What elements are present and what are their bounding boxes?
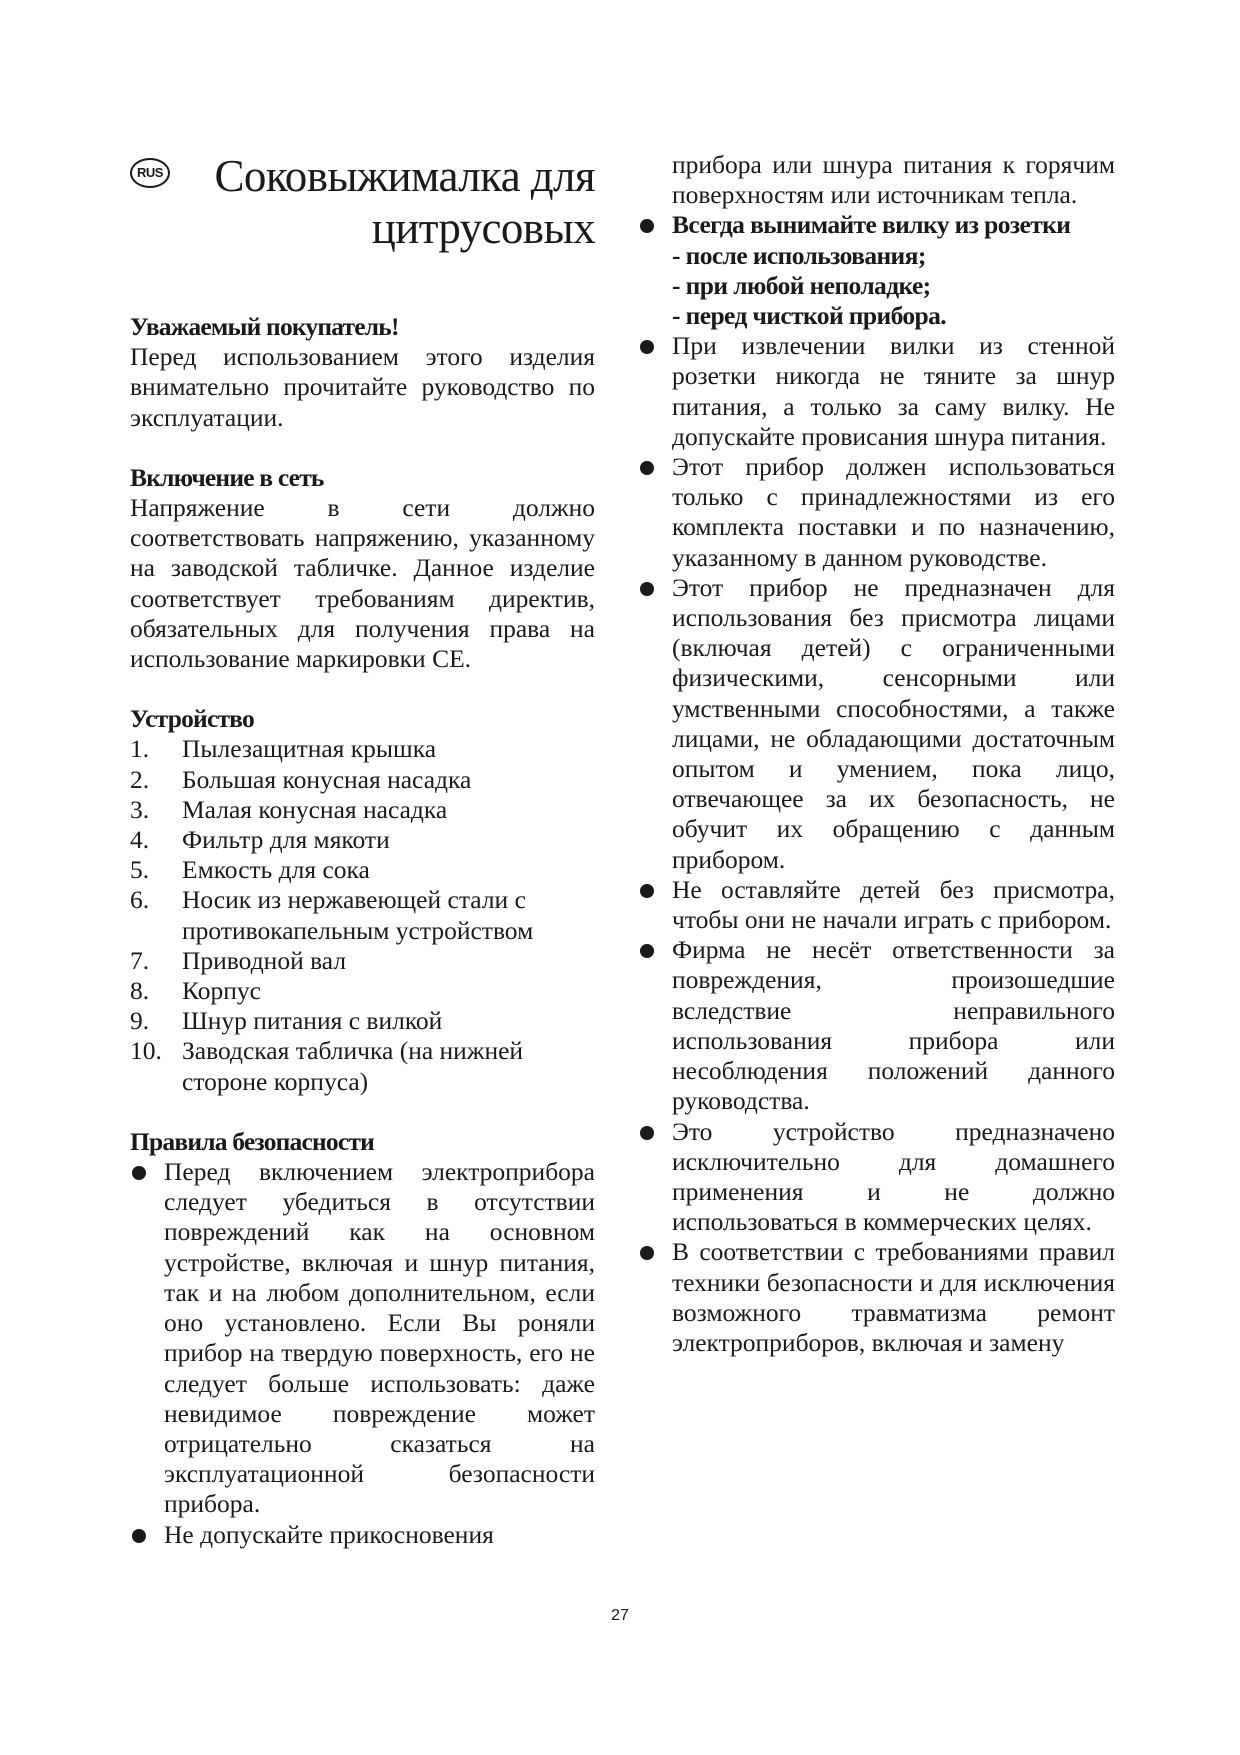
safety-heading: Правила безопасности	[130, 1126, 374, 1156]
parts-list	[130, 734, 595, 1096]
page-number: 27	[611, 1607, 629, 1624]
safety-item: Перед включением электроприбора следует убедиться в отсутствии повреждений как на основном устройстве, включая и шнур питания, так и на любом дополнительном, если оно установлено. Если Вы роняли прибор на твердую поверхность, его не следует больше использовать: даже невидимое повреждение может отрицательно сказаться на эксплуатационной безопасности прибора.	[130, 1157, 595, 1519]
power-heading: Включение в сеть	[130, 462, 324, 492]
bullet-icon	[640, 582, 654, 596]
greeting-heading: Уважаемый покупатель!	[130, 312, 399, 341]
parts-list-item: 9. Шнур питания с вилкой	[130, 1006, 443, 1036]
safety-item: При извлечении вилки из стенной розетки никогда не тяните за шнур питания, а только за саму вилку. Не допускайте провисания шнура питания.	[638, 331, 1115, 452]
safety-item: Этот прибор не предназначен для использования без присмотра лицами (включая детей) с ограниченными физическими, сенсорными или умственными способностями, а также лицами, не обладающими достаточным опытом и умением, пока лицо, отвечающее за их безопасность, не обучит их обращению с данным прибором.	[638, 573, 1115, 875]
safety-list-right	[638, 150, 1115, 1358]
parts-list-item: 2. Большая конусная насадка	[130, 764, 472, 794]
unplug-case: - перед чисткой прибора.	[672, 301, 947, 331]
safety-item: Это устройство предназначено исключительно для домашнего применения и не должно использоваться в коммерческих целях.	[638, 1117, 1115, 1238]
bullet-icon	[640, 461, 654, 475]
bullet-icon	[640, 219, 654, 233]
parts-list-item: 5. Емкость для сока	[130, 855, 370, 885]
bullet-icon	[640, 1126, 654, 1140]
safety-item: Не оставляйте детей без присмотра, чтобы они не начали играть с прибором.	[638, 875, 1115, 935]
parts-list-item: 8. Корпус	[130, 976, 261, 1006]
page-title	[215, 150, 596, 254]
title-line-1: Соковыжималка для	[214, 151, 595, 201]
safety-item-unplug	[638, 210, 1115, 331]
title-block	[130, 150, 595, 270]
bullet-icon	[132, 1529, 146, 1543]
parts-list-item: 7. Приводной вал	[130, 945, 347, 975]
safety-list-left	[130, 1157, 595, 1550]
parts-list-item: 6. Носик из нержавеющей стали с противокапельным устройством	[130, 885, 534, 945]
unplug-case: - при любой неполадке;	[672, 270, 931, 300]
parts-list-item: 10. Заводская табличка (на нижней стороне корпуса)	[130, 1036, 524, 1096]
device-heading: Устройство	[130, 704, 254, 734]
parts-list-item: 1. Пылезащитная крышка	[130, 734, 437, 764]
right-column	[638, 150, 1115, 1358]
safety-item: Фирма не несёт ответственности за повреждения, произошедшие вследствие неправильного использования прибора или несоблюдения положений данного руководства.	[638, 935, 1115, 1116]
parts-list-item: 4. Фильтр для мякоти	[130, 825, 390, 855]
unplug-case: - после использования;	[672, 240, 926, 270]
language-badge-icon: RUS	[130, 158, 170, 188]
bullet-icon	[640, 884, 654, 898]
greeting-text: Перед использованием этого изделия внимательно прочитайте руководство по эксплуатации.	[130, 342, 595, 432]
title-line-2: цитрусовых	[371, 203, 595, 253]
parts-list-item: 3. Малая конусная насадка	[130, 794, 448, 824]
bullet-icon	[640, 944, 654, 958]
safety-item: Этот прибор должен использоваться только с принадлежностями из его комплекта поставки и по назначению, указанному в данном руководстве.	[638, 452, 1115, 573]
bullet-icon	[640, 340, 654, 354]
left-column	[130, 150, 595, 1550]
unplug-lead: Всегда вынимайте вилку из розетки	[672, 210, 1071, 240]
safety-item: В соответствии с требованиями правил техники безопасности и для исключения возможного травматизма ремонт электроприборов, включая и замену	[638, 1237, 1115, 1358]
bullet-icon	[132, 1166, 146, 1180]
bullet-icon	[640, 1246, 654, 1260]
safety-item-continuation: прибора или шнура питания к горячим поверхностям или источникам тепла.	[672, 150, 1115, 210]
safety-item: Не допускайте прикосновения	[130, 1520, 595, 1550]
power-text: Напряжение в сети должно соответствовать напряжению, указанному на заводской табличке. Данное изделие соответствует требованиям директив, обязательных для получения права на использование маркировки СЕ.	[130, 493, 595, 674]
